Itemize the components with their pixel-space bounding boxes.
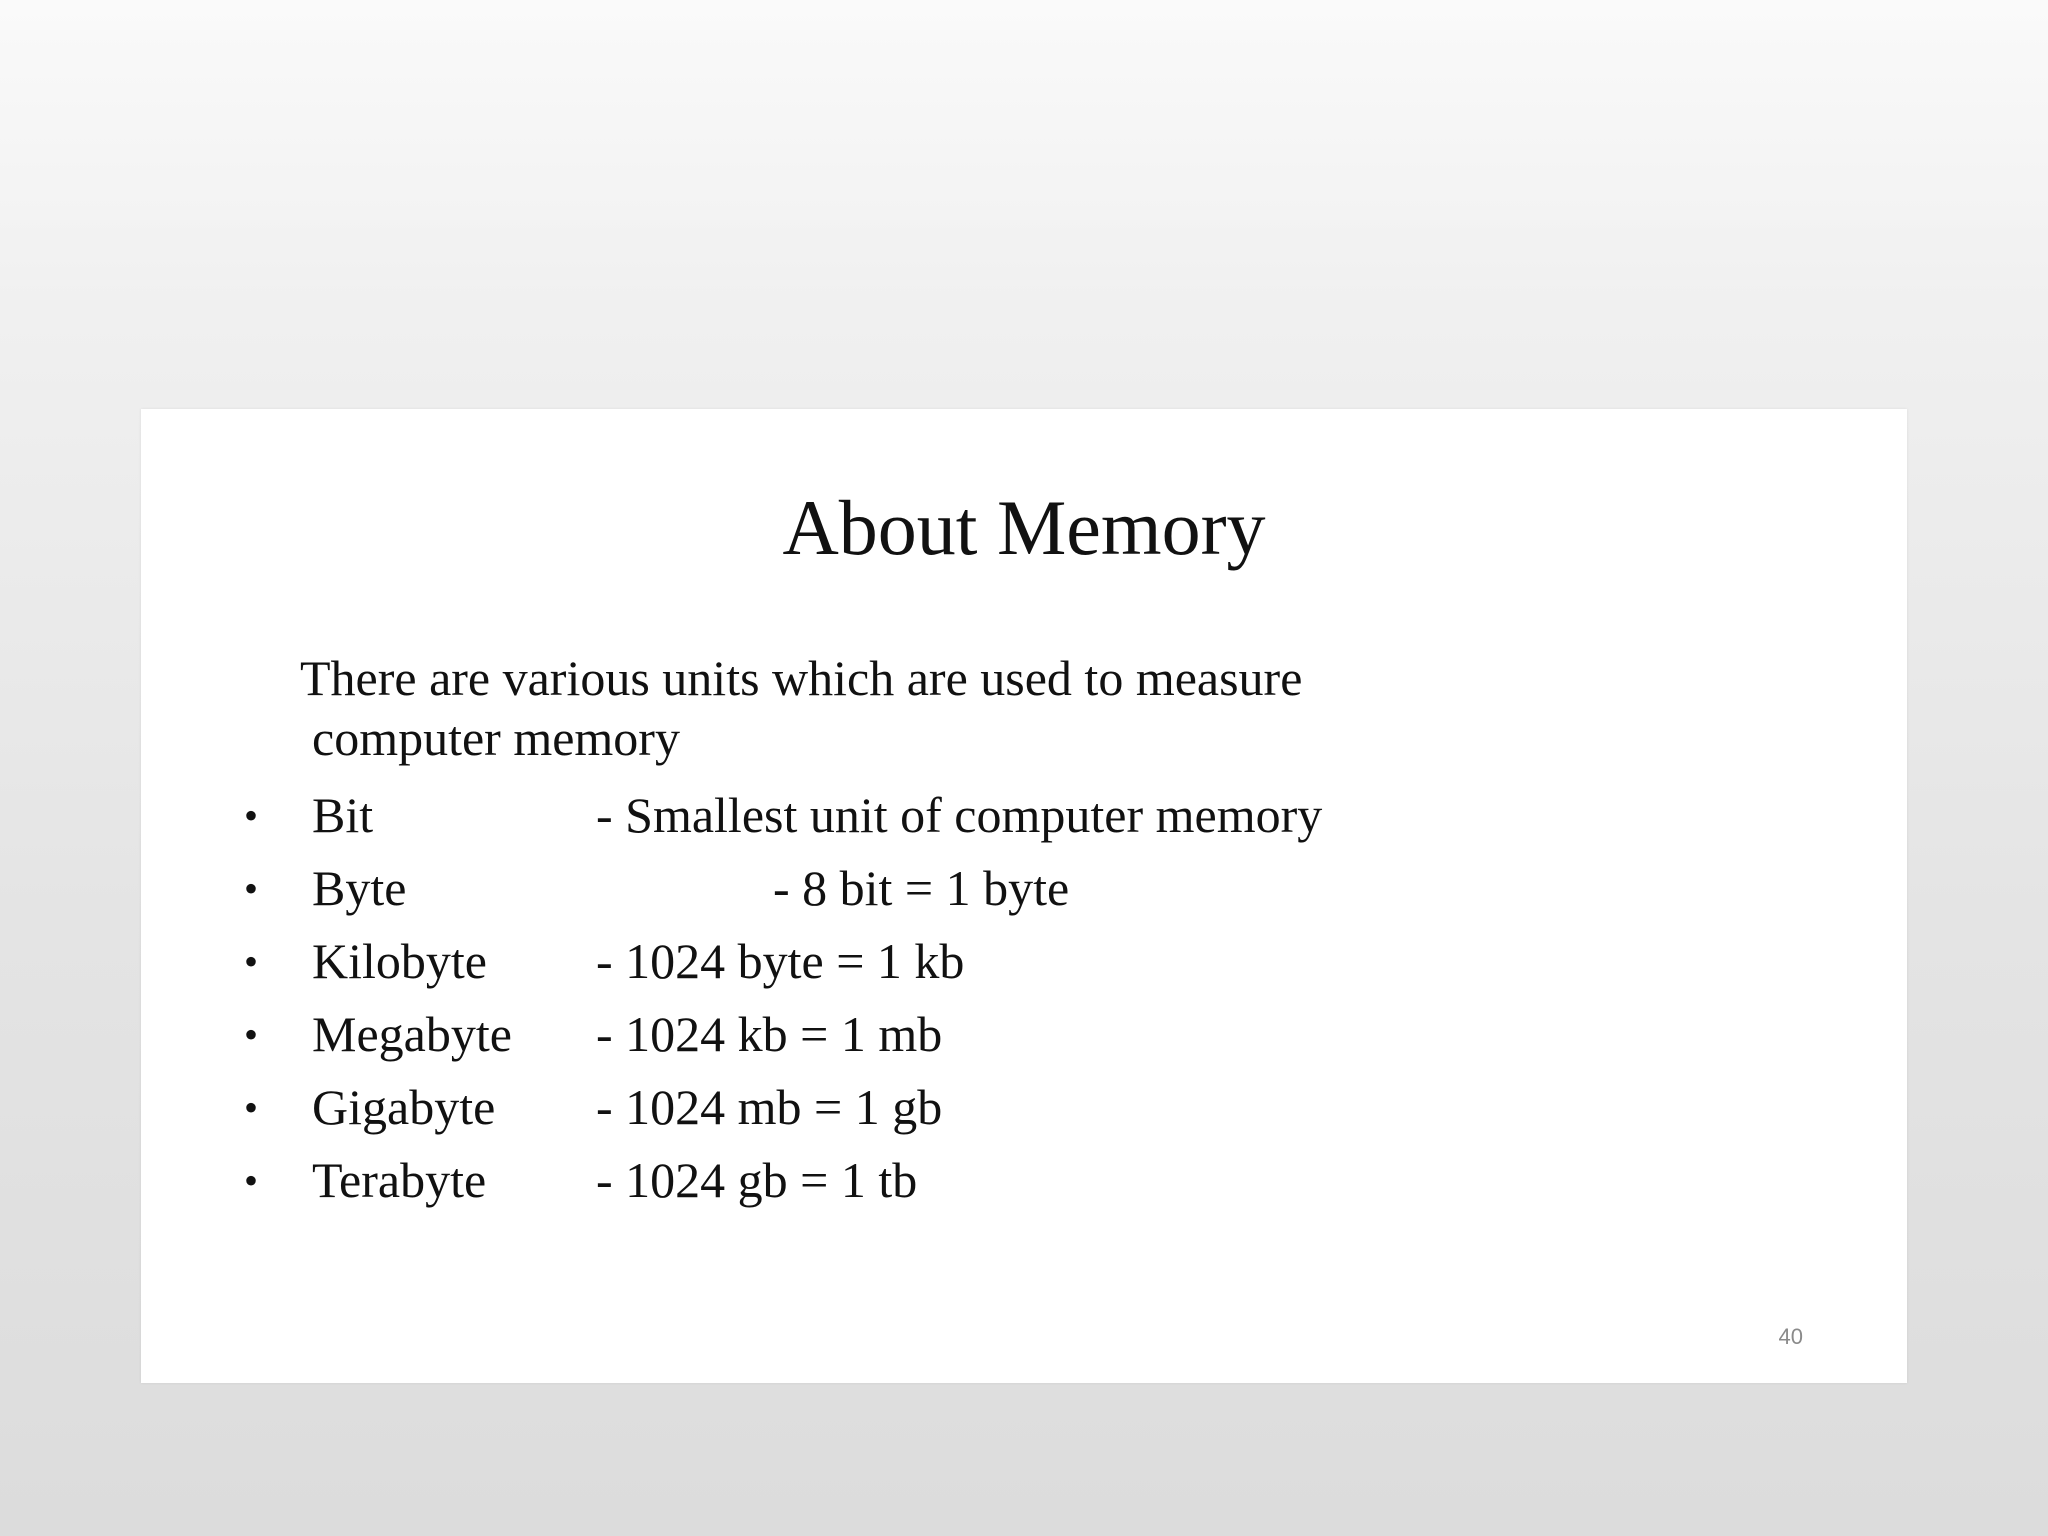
unit-term: Terabyte (312, 1152, 487, 1208)
slide-title: About Memory (782, 484, 1266, 571)
bullet-icon: • (244, 793, 259, 838)
slide (141, 409, 1907, 1383)
unit-term: Gigabyte (312, 1079, 496, 1135)
bullet-icon: • (244, 1085, 259, 1130)
list-item (141, 852, 1907, 925)
unit-description: - 1024 byte = 1 kb (596, 933, 965, 989)
bullet-icon: • (244, 939, 259, 984)
unit-term: Byte (312, 860, 407, 916)
unit-description: - 1024 kb = 1 mb (596, 1006, 943, 1062)
bullet-icon: • (244, 866, 259, 911)
bullet-icon: • (244, 1158, 259, 1203)
unit-description: - 8 bit = 1 byte (773, 860, 1070, 916)
memory-units-list (141, 779, 1907, 1217)
list-item (141, 1071, 1907, 1144)
list-item (141, 925, 1907, 998)
unit-term: Bit (312, 787, 374, 843)
unit-description: - Smallest unit of computer memory (596, 787, 1323, 843)
unit-term: Kilobyte (312, 933, 487, 989)
list-item (141, 998, 1907, 1071)
page-number: 40 (1778, 1324, 1803, 1349)
unit-description: - 1024 gb = 1 tb (596, 1152, 918, 1208)
intro-line-1: There are various units which are used to measure (300, 650, 1303, 706)
list-item (141, 779, 1907, 852)
bullet-icon: • (244, 1012, 259, 1057)
intro-text (300, 648, 1750, 768)
unit-term: Megabyte (312, 1006, 512, 1062)
intro-line-2: computer memory (312, 710, 680, 766)
list-item (141, 1144, 1907, 1217)
unit-description: - 1024 mb = 1 gb (596, 1079, 943, 1135)
